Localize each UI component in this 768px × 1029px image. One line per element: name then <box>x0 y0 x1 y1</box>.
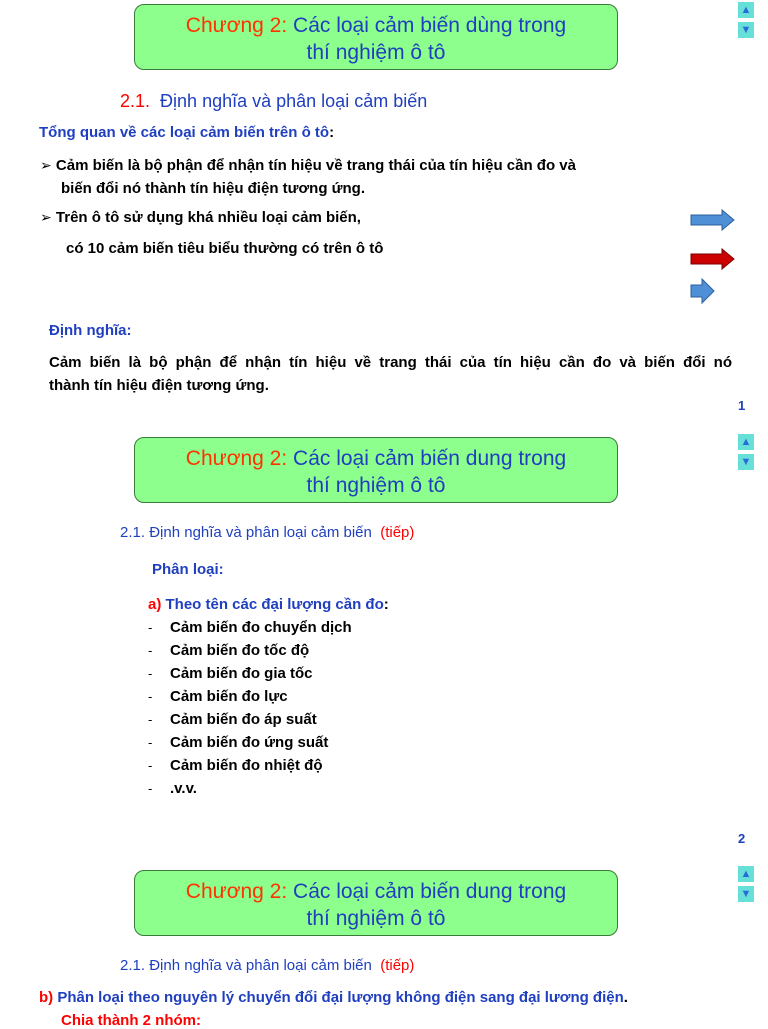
list-item: - Cảm biến đo tốc độ <box>148 642 310 659</box>
definition-label: Định nghĩa: <box>49 322 132 339</box>
section-title: Định nghĩa và phân loại cảm biến <box>149 957 372 974</box>
section-number: 2.1. <box>120 957 146 974</box>
slide-nav <box>738 434 754 474</box>
slide-title <box>134 870 618 936</box>
bullet-text: Cảm biến là bộ phận để nhận tín hiệu về trang thái của tín hiệu cần đo và <box>55 157 576 174</box>
section-heading <box>120 91 427 112</box>
down-arrow-icon[interactable]: ▼ <box>738 886 754 902</box>
up-arrow-icon[interactable]: ▲ <box>738 434 754 450</box>
slide-nav <box>738 2 754 42</box>
bullet-text-sub: có 10 cảm biến tiêu biểu thường có trên ô tô <box>66 240 384 257</box>
right-arrow-icon[interactable] <box>690 278 716 304</box>
slide-title <box>134 4 618 70</box>
overview-label: Tổng quan về các loại cảm biến trên ô tô <box>39 124 330 141</box>
list-item: - Cảm biến đo gia tốc <box>148 665 313 682</box>
bullet-item-1 <box>40 154 576 200</box>
section-heading <box>120 524 414 541</box>
slide-3 <box>0 864 768 1029</box>
bullet-text-cont: biến đổi nó thành tín hiệu điện tương ứng. <box>61 180 366 197</box>
down-arrow-icon[interactable]: ▼ <box>738 22 754 38</box>
page-number: 1 <box>738 398 746 413</box>
slide-1 <box>0 0 768 432</box>
right-arrow-icon[interactable] <box>690 248 736 270</box>
slide-title <box>134 437 618 503</box>
section-number: 2.1. <box>120 91 151 111</box>
title-text: Các loại cảm biến dùng trong <box>293 14 567 37</box>
title-text-line2: thí nghiệm ô tô <box>306 474 446 497</box>
list-item: - Cảm biến đo nhiệt độ <box>148 757 323 774</box>
title-text-line2: thí nghiệm ô tô <box>306 907 446 930</box>
section-number: 2.1. <box>120 524 146 541</box>
section-heading <box>120 957 414 974</box>
slide-nav <box>738 866 754 906</box>
title-text: Các loại cảm biến dung trong <box>293 880 567 903</box>
title-text-line2: thí nghiệm ô tô <box>306 41 446 64</box>
list-item: - Cảm biến đo lực <box>148 688 288 705</box>
list-item: - Cảm biến đo áp suất <box>148 711 317 728</box>
slide-2 <box>0 432 768 864</box>
up-arrow-icon[interactable]: ▲ <box>738 2 754 18</box>
groups-label: Chia thành 2 nhóm: <box>61 1012 201 1029</box>
bullet-arrow-icon: ➢ <box>40 157 52 173</box>
section-title: Định nghĩa và phân loại cảm biến <box>160 91 428 111</box>
title-chapter: Chương 2: <box>185 447 288 470</box>
definition-text: Cảm biến là bộ phận để nhận tín hiệu về trang thái của tín hiệu cần đo và biến đổi nó thành tín hiệu điện tương ứng. <box>49 354 732 394</box>
section-continued: (tiếp) <box>380 957 415 974</box>
bullet-text: Trên ô tô sử dụng khá nhiều loại cảm biến, <box>55 209 361 226</box>
list-item: - .v.v. <box>148 780 197 797</box>
page-number: 2 <box>738 831 746 846</box>
title-chapter: Chương 2: <box>185 880 288 903</box>
up-arrow-icon[interactable]: ▲ <box>738 866 754 882</box>
right-arrow-icon[interactable] <box>690 209 736 231</box>
section-continued: (tiếp) <box>380 524 415 541</box>
classification-label: Phân loại: <box>152 561 224 578</box>
section-title: Định nghĩa và phân loại cảm biến <box>149 524 372 541</box>
subheading-a: a) Theo tên các đại lượng cần đo: <box>148 596 389 613</box>
list-item: - Cảm biến đo ứng suất <box>148 734 329 751</box>
subheading-b: b) Phân loại theo nguyên lý chuyển đổi đại lượng không điện sang đại lương điện. <box>39 989 628 1006</box>
overview-heading: Tổng quan về các loại cảm biến trên ô tô: <box>39 124 335 141</box>
down-arrow-icon[interactable]: ▼ <box>738 454 754 470</box>
title-chapter: Chương 2: <box>185 14 288 37</box>
list-item: - Cảm biến đo chuyển dịch <box>148 619 352 636</box>
title-text: Các loại cảm biến dung trong <box>293 447 567 470</box>
bullet-arrow-icon: ➢ <box>40 209 52 225</box>
bullet-item-2 <box>40 209 361 226</box>
